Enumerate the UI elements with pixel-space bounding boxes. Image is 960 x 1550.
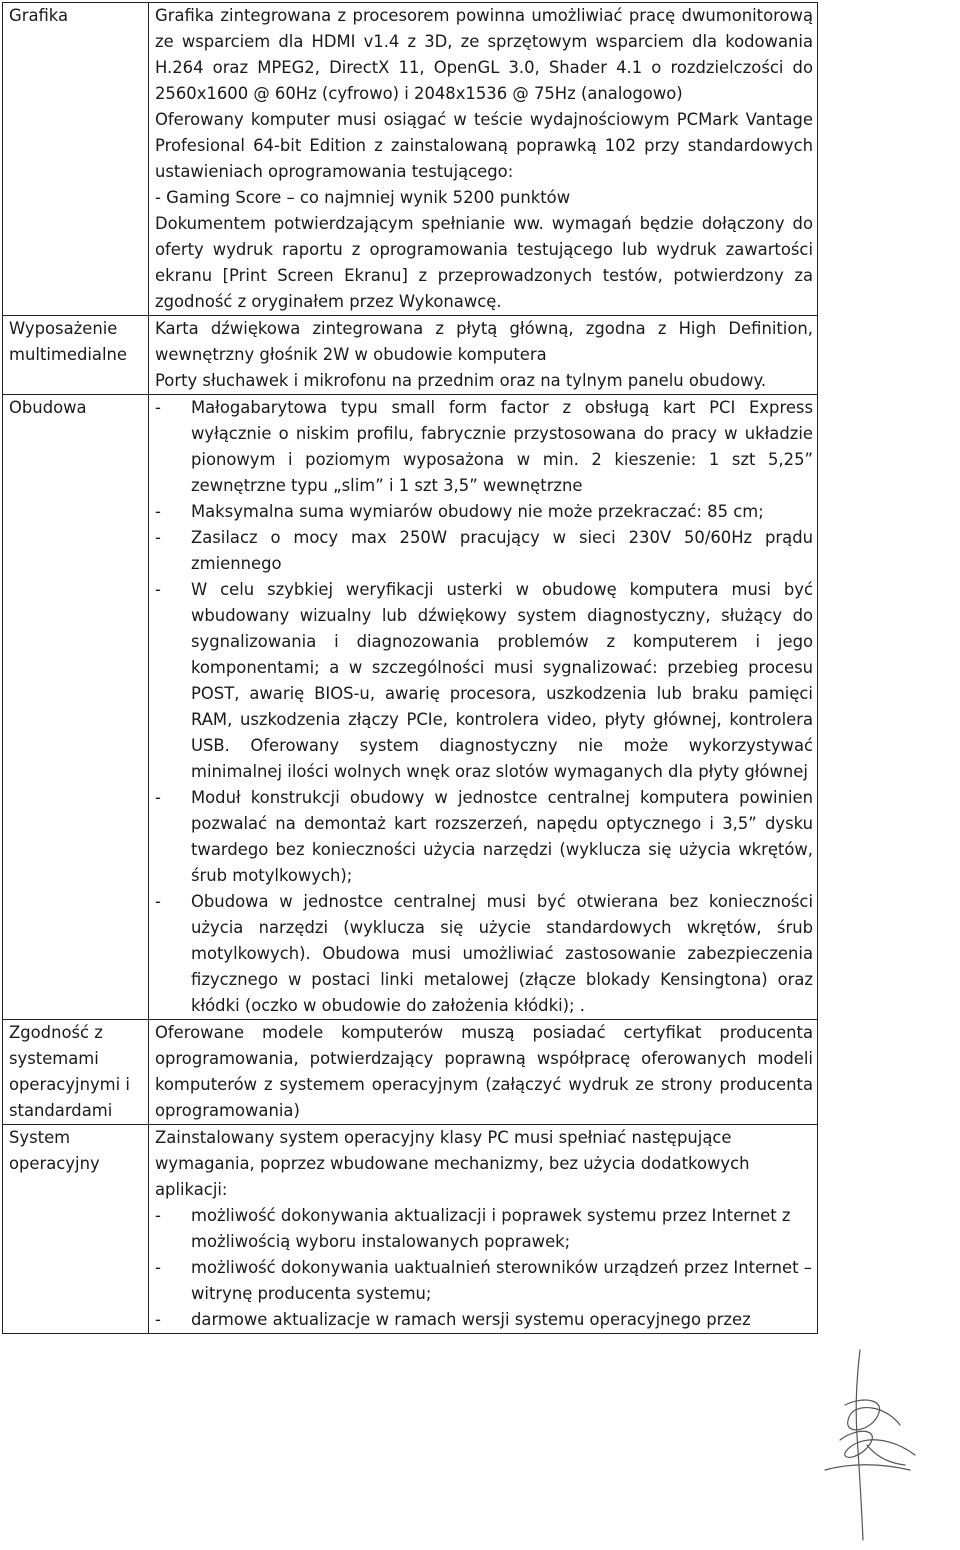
table-row — [3, 1020, 818, 1125]
row-label: System operacyjny — [3, 1125, 149, 1334]
list-item: - Maksymalna suma wymiarów obudowy nie może przekraczać: 85 cm; — [155, 499, 813, 525]
bullet-list — [155, 1203, 813, 1333]
list-item: - możliwość dokonywania uaktualnień sterowników urządzeń przez Internet – witrynę producenta systemu; — [155, 1255, 813, 1307]
row-content — [149, 3, 818, 316]
row-label: Zgodność z systemami operacyjnymi i standardami — [3, 1020, 149, 1125]
paragraph: Oferowany komputer musi osiągać w teście wydajnościowym PCMark Vantage Profesional 64-bit Edition z zainstalowaną poprawką 102 przy standardowych ustawieniach oprogramowania testującego: — [155, 110, 813, 181]
list-item: - darmowe aktualizacje w ramach wersji systemu operacyjnego przez — [155, 1307, 813, 1333]
list-item: - Obudowa w jednostce centralnej musi być otwierana bez konieczności użycia narzędzi (wyklucza się użycie standardowych wkrętów, śrub motylkowych). Obudowa musi umożliwiać zastosowanie zabezpieczenia fizycznego w postaci linki metalowej (złącze blokady Kensingtona) oraz kłódki (oczko w obudowie do założenia kłódki); . — [155, 889, 813, 1019]
list-item: - możliwość dokonywania aktualizacji i poprawek systemu przez Internet z możliwością wyboru instalowanych poprawek; — [155, 1203, 813, 1255]
paragraph: Karta dźwiękowa zintegrowana z płytą główną, zgodna z High Definition, wewnętrzny głośnik 2W w obudowie komputera — [155, 319, 813, 364]
paragraph: Oferowane modele komputerów muszą posiadać certyfikat producenta oprogramowania, potwierdzający poprawną współpracę oferowanych modeli komputerów z systemem operacyjnym (załączyć wydruk ze strony producenta oprogramowania) — [155, 1023, 813, 1120]
row-content — [149, 316, 818, 395]
paragraph: Dokumentem potwierdzającym spełnianie ww. wymagań będzie dołączony do oferty wydruk raportu z oprogramowania testującego lub wydruk zawartości ekranu [Print Screen Ekranu] z przeprowadzonych testów, potwierdzony za zgodność z oryginałem przez Wykonawcę. — [155, 214, 813, 311]
paragraph: Zainstalowany system operacyjny klasy PC musi spełniać następujące wymagania, poprzez wbudowane mechanizmy, bez użycia dodatkowych aplikacji: — [155, 1128, 750, 1199]
bullet-list — [155, 395, 813, 1019]
paragraph: Grafika zintegrowana z procesorem powinna umożliwiać pracę dwumonitorową ze wsparciem dla HDMI v1.4 z 3D, ze sprzętowym wsparciem dla kodowania H.264 oraz MPEG2, DirectX 11, OpenGL 3.0, Shader 4.1 o rozdzielczości do 2560x1600 @ 60Hz (cyfrowo) i 2048x1536 @ 75Hz (analogowo) — [155, 6, 813, 103]
list-item: - Małogabarytowa typu small form factor z obsługą kart PCI Express wyłącznie o niskim profilu, fabrycznie przystosowana do pracy w układzie pionowym i poziomym wyposażona w min. 2 kieszenie: 1 szt 5,25” zewnętrzne typu „slim” i 1 szt 3,5” wewnętrzne — [155, 395, 813, 499]
handwritten-signature — [805, 1345, 925, 1545]
row-content — [149, 395, 818, 1020]
row-label: Grafika — [3, 3, 149, 316]
specification-table — [2, 2, 818, 1334]
row-content — [149, 1125, 818, 1334]
table-row — [3, 316, 818, 395]
row-content — [149, 1020, 818, 1125]
table-row — [3, 395, 818, 1020]
list-item: - W celu szybkiej weryfikacji usterki w obudowę komputera musi być wbudowany wizualny lub dźwiękowy system diagnostyczny, służący do sygnalizowania i diagnozowania problemów z komputerem i jego komponentami; a w szczególności musi sygnalizować: przebieg procesu POST, awarię BIOS-u, awarię procesora, uszkodzenia lub braku pamięci RAM, uszkodzenia złączy PCIe, kontrolera video, płyty głównej, kontrolera USB. Oferowany system diagnostyczny nie może wykorzystywać minimalnej ilości wolnych wnęk oraz slotów wymaganych dla płyty głównej — [155, 577, 813, 785]
row-label: Wyposażenie multimedialne — [3, 316, 149, 395]
table-row — [3, 3, 818, 316]
paragraph: Porty słuchawek i mikrofonu na przednim oraz na tylnym panelu obudowy. — [155, 371, 767, 390]
list-item: - Zasilacz o mocy max 250W pracujący w sieci 230V 50/60Hz prądu zmiennego — [155, 525, 813, 577]
table-row — [3, 1125, 818, 1334]
list-item: - Moduł konstrukcji obudowy w jednostce centralnej komputera powinien pozwalać na demontaż kart rozszerzeń, napędu optycznego i 3,5” dysku twardego bez konieczności użycia narzędzi (wyklucza się użycia wkrętów, śrub motylkowych); — [155, 785, 813, 889]
paragraph: - Gaming Score – co najmniej wynik 5200 punktów — [155, 188, 571, 207]
row-label: Obudowa — [3, 395, 149, 1020]
